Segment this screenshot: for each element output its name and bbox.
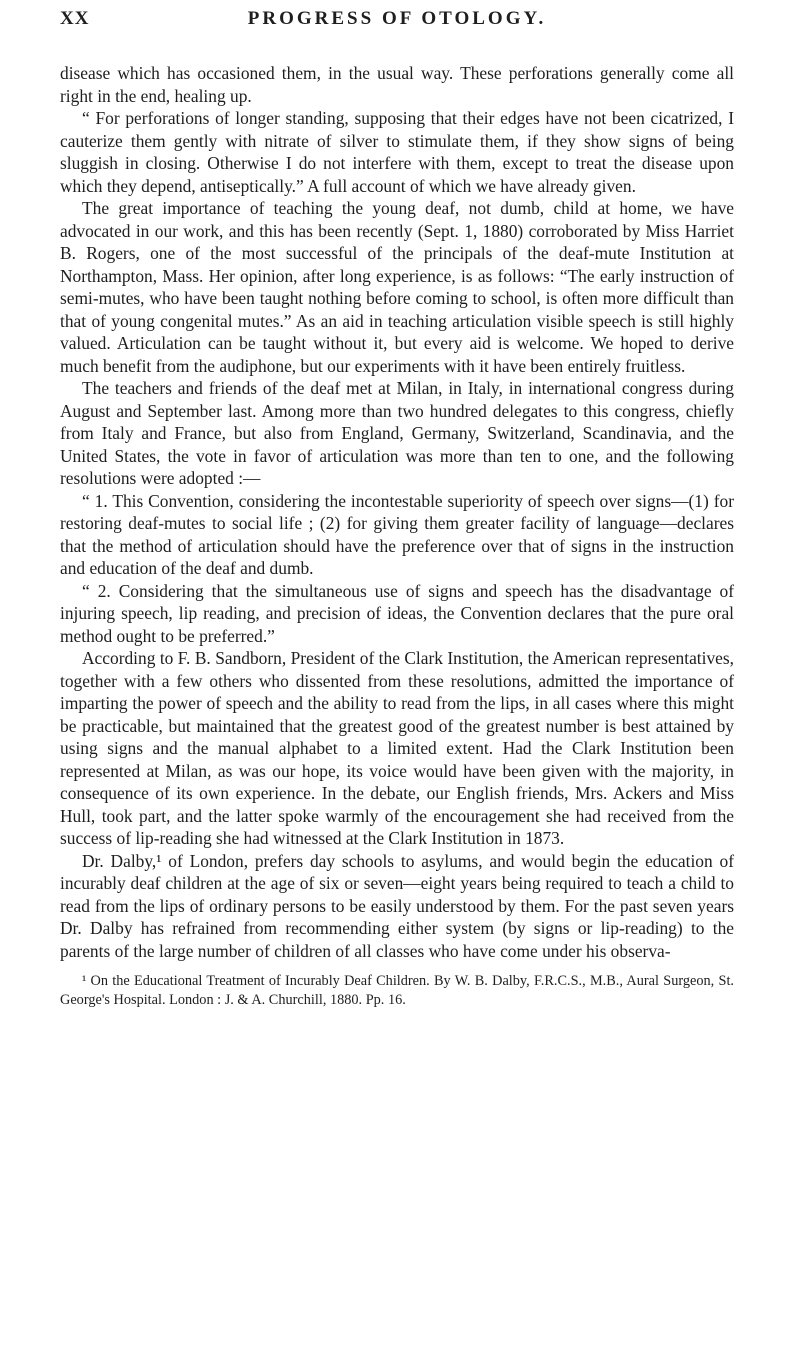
footnote: ¹ On the Educational Treatment of Incurably Deaf Children. By W. B. Dalby, F.R.C.S., M.B., Aural Surgeon, St. George's Hospital. London : J. & A. Churchill, 1880. Pp. 16. [60, 973, 734, 1008]
paragraph-dalby: Dr. Dalby,¹ of London, prefers day schools to asylums, and would begin the education of incurably deaf children at the age of six or seven—eight years being required to teach a child to read from the lips of ordinary persons to be easily understood by them. For the past seven years Dr. Dalby has refrained from recommending either system (by signs or lip-reading) to the parents of the large number of children of all classes who have come under his observa- [60, 850, 734, 961]
paragraph-home-teaching: The great importance of teaching the young deaf, not dumb, child at home, we have advocated in our work, and this has been recently (Sept. 1, 1880) corroborated by Miss Harriet B. Rogers, one of the most successful of the principals of the deaf-mute Institution at Northampton, Mass. Her opinion, after long experience, is as follows: “The early instruction of semi-mutes, who have been taught nothing before coming to school, is often more difficult than that of young congenital mutes.” As an aid in teaching articulation visible speech is still highly valued. Articulation can be taught without it, but every aid is welcome. We hoped to derive much benefit from the audiphone, but our experiments with it have been entirely fruitless. [60, 198, 734, 376]
body-text [60, 62, 734, 962]
paragraph-continued: disease which has occasioned them, in the usual way. These perforations generally come all right in the end, healing up. [60, 63, 734, 106]
paragraph-sandborn: According to F. B. Sandborn, President of the Clark Institution, the American representatives, together with a few others who dissented from these resolutions, admitted the importance of imparting the power of speech and the ability to read from the lips, in all cases where this might be practicable, but maintained that the greatest good of the greatest number is best attained by using signs and the manual alphabet to a limited extent. Had the Clark Institution been represented at Milan, as was our hope, its voice would have been given with the majority, in consequence of its own experience. In the debate, our English friends, Mrs. Ackers and Miss Hull, took part, and the latter spoke warmly of the encouragement she had received from the success of lip-reading she had witnessed at the Clark Institution in 1873. [60, 648, 734, 848]
paragraph-quote-perforations: “ For perforations of longer standing, supposing that their edges have not been cicatrized, I cauterize them gently with nitrate of silver to stimulate them, if they show signs of being sluggish in closing. Otherwise I do not interfere with them, except to treat the disease upon which they depend, antiseptically.” A full account of which we have already given. [60, 108, 734, 196]
paragraph-resolution-2: “ 2. Considering that the simultaneous use of signs and speech has the disadvantage of injuring speech, lip reading, and precision of ideas, the Convention declares that the pure oral method ought to be preferred.” [60, 580, 734, 646]
running-head [60, 0, 734, 40]
paragraph-resolution-1: “ 1. This Convention, considering the incontestable superiority of speech over signs—(1) for restoring deaf-mutes to social life ; (2) for giving them greater facility of language—declares that the method of articulation should have the preference over that of signs in the instruction and education of the deaf and dumb. [60, 490, 734, 578]
page-number: XX [60, 8, 90, 29]
paragraph-milan-congress: The teachers and friends of the deaf met at Milan, in Italy, in international congress during August and September last. Among more than two hundred delegates to this congress, chiefly from Italy and France, but also from England, Germany, Switzerland, Scandinavia, and the United States, the vote in favor of articulation was more than ten to one, and the following resolutions were adopted :— [60, 378, 734, 488]
running-title: PROGRESS OF OTOLOGY. [247, 8, 547, 29]
